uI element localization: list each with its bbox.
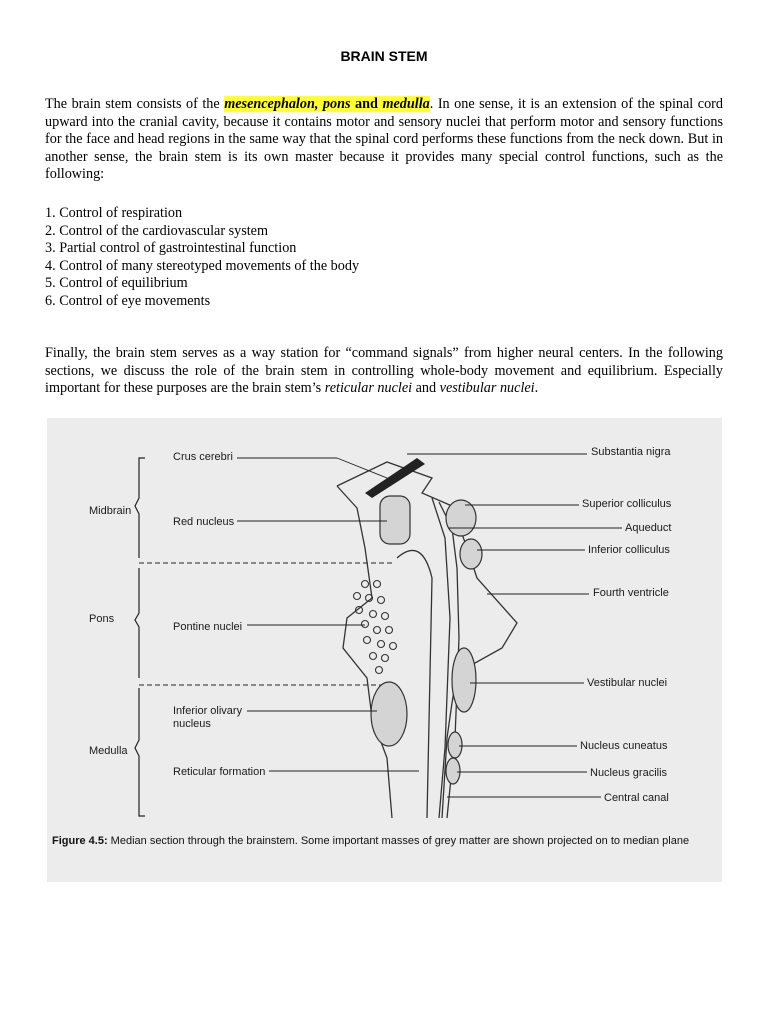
list-item: 5. Control of equilibrium — [45, 275, 188, 292]
region-brackets — [135, 458, 145, 816]
label-inferior-olivary-nucleus: nucleus — [173, 718, 211, 730]
closing-text: Finally, the brain stem serves as a way station for “command signals” from higher neural centers. In the following sections, we discuss the role of the brain stem in controlling whole-body movement and equilibrium. Especially important for these purposes are the brain stem’s — [45, 345, 723, 397]
figure-caption-label: Figure 4.5: — [52, 835, 108, 847]
intro-rest: . In one sense, it is an extension of the spinal cord upward into the cranial cavity, because it contains motor and sensory nuclei that perform motor and sensory functions for the face and head regions in the same way that the spinal cord performs these functions from the neck down. But in another sense, the brain stem is its own master because it provides many special control functions, such as the following: — [45, 96, 723, 183]
region-label-midbrain: Midbrain — [89, 505, 132, 517]
term-vestibular-nuclei: vestibular nuclei — [439, 380, 535, 397]
closing-and: and — [412, 380, 440, 397]
list-item: 4. Control of many stereotyped movements of the body — [45, 257, 360, 274]
closing-end: . — [534, 380, 539, 397]
label-inferior-colliculus: Inferior colliculus — [588, 544, 670, 556]
inferior-colliculus-shape — [460, 539, 482, 569]
functions-list — [45, 205, 359, 311]
brainstem-diagram — [47, 418, 722, 882]
label-crus-cerebri: Crus cerebri — [173, 451, 233, 463]
label-vestibular-nuclei: Vestibular nuclei — [587, 677, 668, 689]
highlight-and: and — [350, 96, 383, 112]
intro-lead: The brain stem consists of the — [45, 96, 225, 112]
label-nucleus-gracilis: Nucleus gracilis — [590, 767, 668, 779]
label-pontine-nuclei: Pontine nuclei — [173, 621, 243, 633]
red-nucleus-shape — [380, 496, 410, 544]
inferior-olivary-shape — [371, 682, 407, 746]
highlighted-terms — [224, 96, 430, 112]
page-title: BRAIN STEM — [340, 48, 428, 64]
label-nucleus-cuneatus: Nucleus cuneatus — [580, 740, 668, 752]
list-item: 1. Control of respiration — [45, 205, 183, 221]
figure-caption — [52, 835, 722, 847]
leader-lines — [237, 454, 622, 797]
region-label-pons: Pons — [89, 613, 115, 625]
label-inferior-olivary: Inferior olivary — [173, 705, 243, 717]
list-item: 6. Control of eye movements — [45, 292, 211, 309]
substantia-nigra-band — [365, 458, 425, 498]
brainstem-figure — [47, 418, 722, 882]
label-superior-colliculus: Superior colliculus — [582, 498, 672, 510]
list-item: 3. Partial control of gastrointestinal function — [45, 240, 297, 257]
highlight-term-1: mesencephalon, pons — [224, 96, 351, 112]
term-reticular-nuclei: reticular nuclei — [324, 380, 413, 397]
nucleus-gracilis-shape — [446, 758, 460, 784]
label-central-canal: Central canal — [604, 792, 669, 804]
highlight-term-2: medulla — [382, 96, 430, 112]
label-substantia-nigra: Substantia nigra — [591, 446, 671, 458]
label-fourth-ventricle: Fourth ventricle — [593, 587, 669, 599]
closing-paragraph — [45, 345, 723, 398]
region-label-medulla: Medulla — [89, 745, 128, 757]
vestibular-nuclei-shape — [452, 648, 476, 712]
label-reticular-formation: Reticular formation — [173, 766, 266, 778]
pontine-nuclei-circles — [354, 581, 397, 674]
list-item: 2. Control of the cardiovascular system — [45, 222, 269, 239]
figure-caption-text: Median section through the brainstem. Some important masses of grey matter are shown projected on to median plane — [107, 835, 690, 847]
intro-paragraph — [45, 96, 723, 184]
label-red-nucleus: Red nucleus — [173, 516, 235, 528]
nucleus-cuneatus-shape — [448, 732, 462, 758]
label-aqueduct: Aqueduct — [625, 522, 672, 534]
